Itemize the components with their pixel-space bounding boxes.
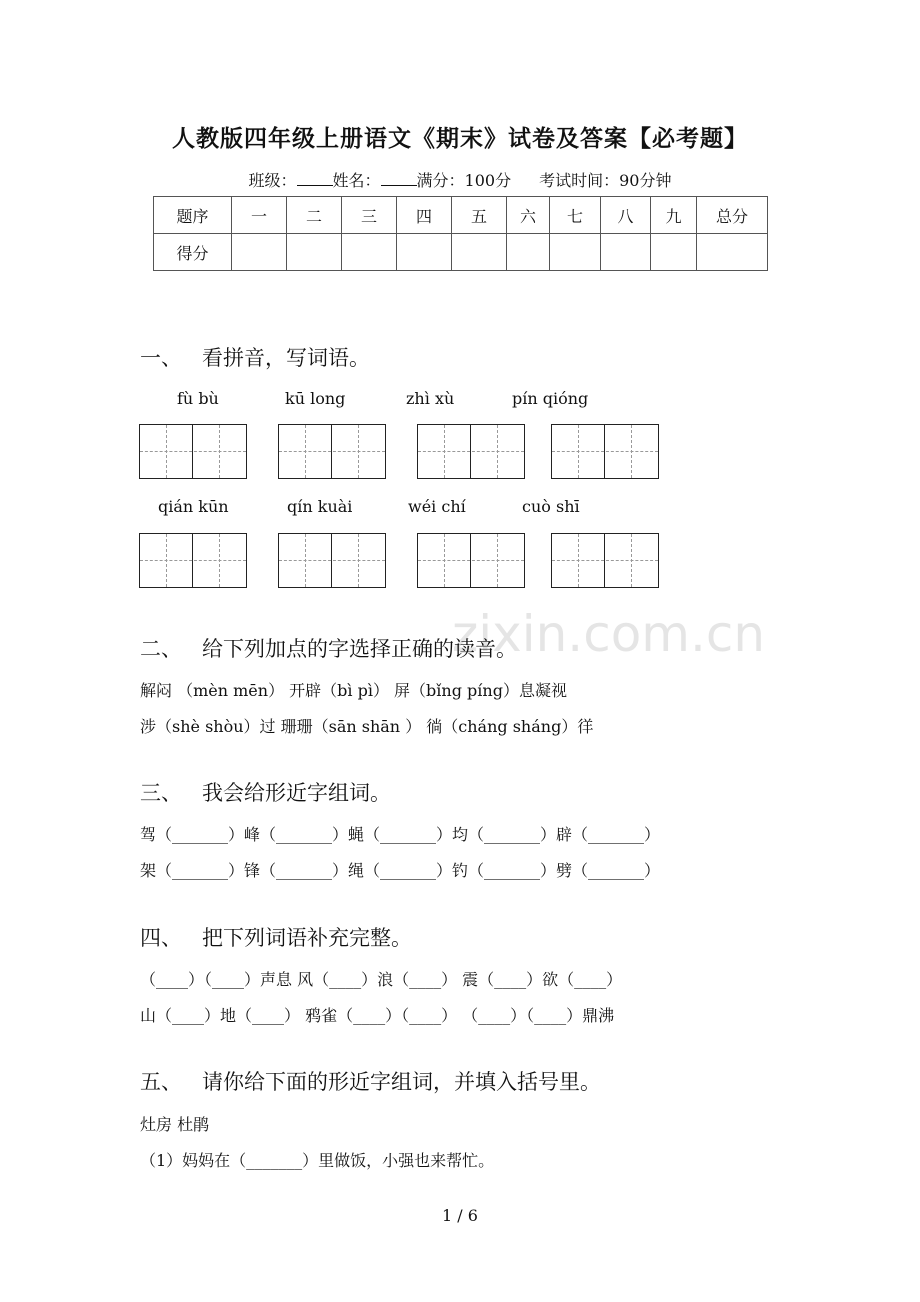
writing-grid[interactable] <box>551 424 659 479</box>
question-line: （1）妈妈在（_______）里做饭，小强也来帮忙。 <box>140 1151 495 1170</box>
section-title: 给下列加点的字选择正确的读音。 <box>202 637 517 661</box>
class-label: 班级： <box>248 171 297 190</box>
question-line: 涉（shè shòu）过 珊珊（sān shān ） 徜（cháng sháng）徉 <box>140 717 594 736</box>
table-cell: 总分 <box>697 197 768 234</box>
table-cell: 一 <box>232 197 287 234</box>
table-cell: 七 <box>550 197 601 234</box>
watermark: zixin.com.cn <box>452 605 766 663</box>
section-number: 四、 <box>140 926 182 950</box>
score-cell[interactable] <box>232 234 287 271</box>
section-4-heading <box>140 922 412 952</box>
exam-time: 考试时间：90分钟 <box>539 171 672 190</box>
score-table <box>153 196 768 271</box>
writing-grid[interactable] <box>417 424 525 479</box>
table-cell: 四 <box>397 197 452 234</box>
section-number: 一、 <box>140 346 182 370</box>
section-3-heading <box>140 777 391 807</box>
pinyin-label: kū long <box>285 389 346 408</box>
question-line: 架（_______）锋（_______）绳（_______）钓（_______）劈（_______） <box>140 861 661 880</box>
pinyin-label: wéi chí <box>408 497 466 516</box>
section-2-heading <box>140 633 517 663</box>
score-cell[interactable] <box>287 234 342 271</box>
writing-grid[interactable] <box>551 533 659 588</box>
name-blank[interactable] <box>381 171 417 186</box>
writing-grid[interactable] <box>417 533 525 588</box>
pinyin-label: qián kūn <box>158 497 229 516</box>
table-cell: 六 <box>507 197 550 234</box>
pinyin-label: cuò shī <box>522 497 580 516</box>
table-cell: 题序 <box>154 197 232 234</box>
name-label: 姓名： <box>332 171 381 190</box>
exam-info <box>0 168 920 191</box>
pinyin-label: zhì xù <box>406 389 455 408</box>
table-cell: 三 <box>342 197 397 234</box>
word-list: 灶房 杜鹃 <box>140 1115 210 1134</box>
question-line: 解闷 （mèn mēn） 开辟（bì pì） 屏（bǐng píng）息凝视 <box>140 681 567 700</box>
score-cell[interactable] <box>342 234 397 271</box>
question-line: 驾（_______）峰（_______）蝇（_______）均（_______）辟（_______） <box>140 825 661 844</box>
score-cell[interactable] <box>550 234 601 271</box>
table-cell: 五 <box>452 197 507 234</box>
pinyin-label: fù bù <box>177 389 219 408</box>
full-score: 满分：100分 <box>416 171 512 190</box>
table-cell: 八 <box>601 197 651 234</box>
section-number: 三、 <box>140 781 182 805</box>
section-5-heading <box>140 1066 601 1096</box>
section-title: 我会给形近字组词。 <box>202 781 391 805</box>
writing-grid[interactable] <box>278 533 386 588</box>
section-title: 看拼音，写词语。 <box>202 346 370 370</box>
section-title: 把下列词语补充完整。 <box>202 926 412 950</box>
table-cell: 二 <box>287 197 342 234</box>
page-number: 1 / 6 <box>442 1206 478 1225</box>
score-cell[interactable] <box>397 234 452 271</box>
section-1-heading <box>140 342 370 372</box>
score-cell[interactable] <box>697 234 768 271</box>
page-title: 人教版四年级上册语文《期末》试卷及答案【必考题】 <box>172 125 748 152</box>
score-cell[interactable] <box>601 234 651 271</box>
question-line: （____）（____）声息 风（____）浪（____） 震（____）欲（____） <box>140 970 623 989</box>
table-cell: 九 <box>651 197 697 234</box>
writing-grid[interactable] <box>139 424 247 479</box>
section-number: 五、 <box>140 1070 182 1094</box>
score-cell[interactable] <box>651 234 697 271</box>
writing-grid[interactable] <box>278 424 386 479</box>
score-table-header-row <box>154 197 768 234</box>
score-cell[interactable] <box>507 234 550 271</box>
score-table-score-row <box>154 234 768 271</box>
question-line: 山（____）地（____） 鸦雀（____）（____） （____）（____）鼎沸 <box>140 1006 615 1025</box>
pinyin-label: pín qióng <box>512 389 589 408</box>
score-cell[interactable] <box>452 234 507 271</box>
class-blank[interactable] <box>297 171 333 186</box>
section-title: 请你给下面的形近字组词，并填入括号里。 <box>202 1070 601 1094</box>
section-number: 二、 <box>140 637 182 661</box>
writing-grid[interactable] <box>139 533 247 588</box>
pinyin-label: qín kuài <box>287 497 353 516</box>
table-cell: 得分 <box>154 234 232 271</box>
